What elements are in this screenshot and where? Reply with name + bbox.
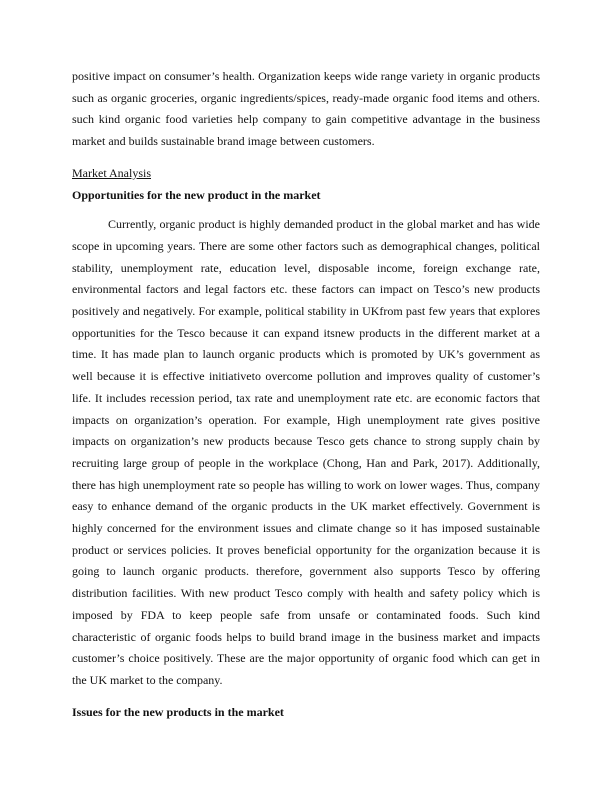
section-title: Market Analysis xyxy=(72,165,151,180)
heading-opportunities: Opportunities for the new product in the market xyxy=(72,187,321,202)
intro-paragraph: positive impact on consumer’s health. Organization keeps wide range variety in organic products such as organic groceries, organic ingredients/spices, ready-made organic food items and others. such kind organic food varieties help company to gain competitive advantage in the business market and builds sustainable brand image between customers. xyxy=(72,69,540,149)
heading-issues: Issues for the new products in the market xyxy=(72,704,284,719)
opportunities-paragraph: Currently, organic product is highly demanded product in the global market and has wide scope in upcoming years. There are some other factors such as demographical changes, political stability, unemployment rate, education level, disposable income, foreign exchange rate, environmental factors and legal factors etc. these factors can impact on Tesco’s new products positively and negatively. For example, political stability in UKfrom past few years that explores opportunities for the Tesco because it can expand itsnew products in the different market at a time. It has made plan to launch organic products which is promoted by UK’s government as well because it is effective initiativeto overcome pollution and improves quality of customer’s life. It includes recession period, tax rate and unemployment rate etc. are economic factors that impacts on organization’s operation. For example, High unemployment rate gives positive impacts on organization’s new products because Tesco gets chance to strong supply chain by recruiting large group of people in the workplace (Chong, Han and Park, 2017). Additionally, there has high unemployment rate so people has willing to work on lower wages. Thus, company easy to enhance demand of the organic products in the UK market effectively. Government is highly concerned for the environment issues and climate change so it has imposed sustainable product or services policies. It proves beneficial opportunity for the organization because it is going to launch organic products. therefore, government also supports Tesco by offering distribution facilities. With new product Tesco comply with health and safety policy which is imposed by FDA to keep people safe from unsafe or contaminated foods. Such kind characteristic of organic foods helps to build brand image in the business market and impacts customer’s choice positively. These are the major opportunity of organic food which can get in the UK market to the company. xyxy=(72,217,540,687)
